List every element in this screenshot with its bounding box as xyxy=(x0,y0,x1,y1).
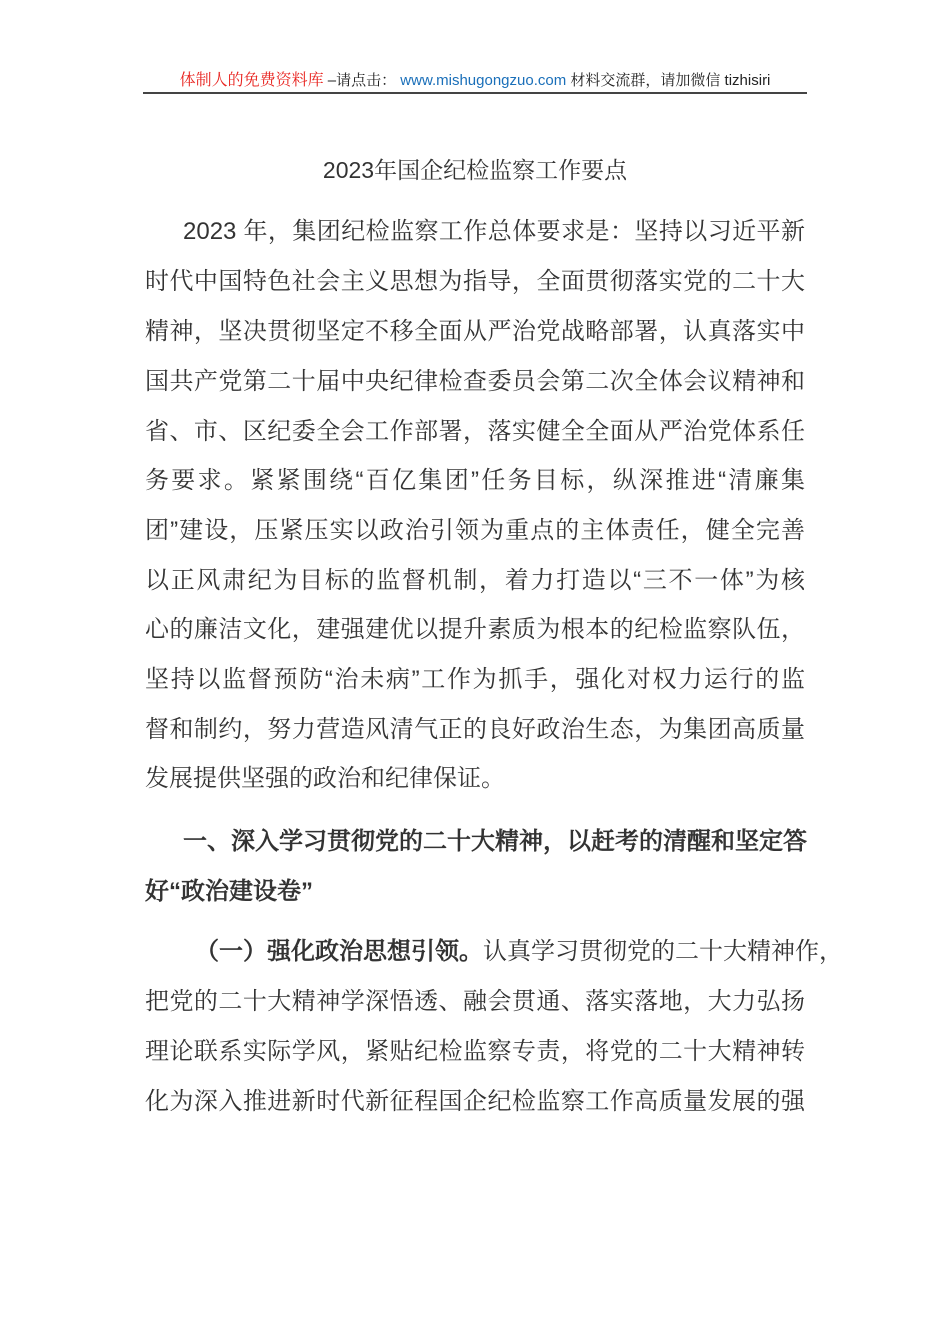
paragraph-line: 团”建设，压紧压实以政治引领为重点的主体责任，健全完善 xyxy=(145,517,805,544)
paragraph-line: 务要求。紧紧围绕“百亿集团”任务目标，纵深推进“清廉集 xyxy=(145,467,805,494)
paragraph-line: 以正风肃纪为目标的监督机制，着力打造以“三不一体”为核 xyxy=(145,567,805,594)
paragraph-line: 时代中国特色社会主义思想为指导，全面贯彻落实党的二十大 xyxy=(145,268,805,295)
subsection-label: （一）强化政治思想引领。 xyxy=(195,938,483,965)
paragraph-line: 发展提供坚强的政治和纪律保证。 xyxy=(145,765,505,792)
paragraph-line: 2023 年，集团纪检监察工作总体要求是：坚持以习近平新 xyxy=(183,218,805,245)
paragraph-line: 督和制约，努力营造风清气正的良好政治生态，为集团高质量 xyxy=(145,716,805,743)
page-header xyxy=(145,70,805,92)
paragraph-line: 理论联系实际学风，紧贴纪检监察专责，将党的二十大精神转 xyxy=(145,1038,805,1065)
paragraph-line xyxy=(195,935,843,969)
heading-line: 一、深入学习贯彻党的二十大精神，以赶考的清醒和坚定答 xyxy=(183,828,807,855)
paragraph-line: 坚持以监督预防“治未病”工作为抓手，强化对权力运行的监 xyxy=(145,666,805,693)
subsection-text: 认真学习贯彻党的二十大精神作， xyxy=(483,938,843,965)
heading-line: 好“政治建设卷” xyxy=(145,878,313,905)
site-name: 体制人的免费资料库 xyxy=(179,72,324,89)
paragraph-line: 心的廉洁文化，建强建优以提升素质为根本的纪检监察队伍， xyxy=(145,616,805,643)
paragraph-line: 精神，坚决贯彻坚定不移全面从严治党战略部署，认真落实中 xyxy=(145,318,805,345)
wechat-text: 材料交流群，请加微信 tizhisiri xyxy=(570,72,771,89)
paragraph-line: 国共产党第二十届中央纪律检查委员会第二次全体会议精神和 xyxy=(145,368,805,395)
click-prompt: –请点击： xyxy=(327,72,397,89)
paragraph-line: 把党的二十大精神学深悟透、融会贯通、落实落地，大力弘扬 xyxy=(145,988,805,1015)
document-title: 2023年国企纪检监察工作要点 xyxy=(322,157,628,183)
paragraph-line: 化为深入推进新时代新征程国企纪检监察工作高质量发展的强 xyxy=(145,1088,805,1115)
header-divider xyxy=(143,92,807,94)
paragraph-line: 省、市、区纪委全会工作部署，落实健全全面从严治党体系任 xyxy=(145,418,805,445)
site-url-link[interactable]: www.mishugongzuo.com xyxy=(400,72,567,89)
